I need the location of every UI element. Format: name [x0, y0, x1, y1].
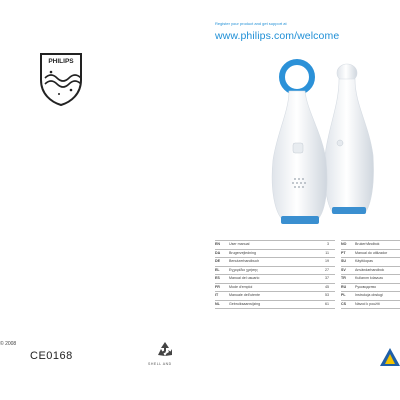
language-row: [341, 292, 400, 301]
language-name: Instrukcja obsługi: [355, 293, 383, 297]
language-name: Användarhandbok: [355, 267, 385, 272]
language-name: Руководство: [355, 284, 377, 289]
language-code: EL: [215, 267, 220, 272]
language-code: SU: [341, 259, 346, 263]
language-name: Manuale dell'utente: [229, 293, 261, 297]
language-page: 11: [325, 250, 329, 255]
language-name: Brugervejledning: [229, 250, 256, 255]
language-code: FR: [215, 284, 220, 289]
language-page: 53: [325, 293, 329, 297]
philips-shield-logo: [37, 50, 85, 106]
language-row: [215, 240, 335, 250]
language-code: ES: [215, 276, 220, 280]
recycle-code: SHELL AND: [148, 362, 172, 366]
language-page: 45: [325, 284, 329, 289]
baby-monitor-product-image: [255, 55, 385, 230]
language-row: [341, 258, 400, 267]
language-name: Návod k použití: [355, 301, 380, 306]
language-name: Kullanım kılavuzu: [355, 276, 384, 280]
language-row: [215, 250, 335, 259]
language-row: [215, 301, 335, 310]
language-page: 3: [327, 242, 329, 246]
language-row: [215, 275, 335, 284]
language-row: [341, 275, 400, 284]
recycle-icon: [155, 340, 175, 360]
language-code: IT: [215, 293, 219, 297]
language-name: Manual do utilizador: [355, 250, 388, 255]
language-row: [341, 250, 400, 259]
copyright-notice: © 2008: [0, 341, 17, 347]
language-code: PT: [341, 250, 346, 255]
language-row: [341, 240, 400, 250]
language-row: [215, 267, 335, 276]
language-page: 27: [325, 267, 329, 272]
language-code: NL: [215, 301, 220, 306]
language-row: [341, 301, 400, 310]
language-code: RU: [341, 284, 347, 289]
language-code: EN: [215, 242, 220, 246]
language-row: [215, 292, 335, 301]
language-name: Gebruiksaanwijzing: [229, 301, 261, 306]
language-code: PL: [341, 293, 346, 297]
language-name: Mode d'emploi: [229, 284, 253, 289]
language-code: SV: [341, 267, 346, 272]
parent-unit: [272, 62, 327, 224]
language-row: [341, 267, 400, 276]
brand-name: PHILIPS: [48, 58, 74, 65]
language-code: DE: [215, 259, 220, 263]
language-name: Brukerhåndbok: [355, 242, 380, 246]
language-page: 19: [325, 259, 329, 263]
website-link: www.philips.com/welcome: [215, 30, 340, 42]
language-name: Käyttöopas: [355, 259, 373, 263]
ce-mark: CE0168: [30, 350, 73, 362]
language-row: [215, 258, 335, 267]
language-code: NO: [341, 242, 347, 246]
language-code: DA: [215, 250, 221, 255]
language-name: Manual del usuario: [229, 276, 260, 280]
language-code: TR: [341, 276, 346, 280]
language-name: Εγχειρίδιο χρήσης: [229, 267, 258, 272]
baby-unit: [324, 64, 373, 214]
language-name: User manual: [229, 242, 250, 246]
language-code: CS: [341, 301, 346, 306]
language-row: [215, 284, 335, 293]
language-name: Benutzerhandbuch: [229, 259, 260, 263]
language-table-left: [215, 240, 335, 309]
distributor-logo-icon: [378, 346, 400, 368]
language-page: 61: [325, 301, 329, 306]
language-table-right: [341, 240, 400, 309]
language-row: [341, 284, 400, 293]
register-line: Register your product and get support at: [215, 21, 287, 26]
language-page: 37: [325, 276, 329, 280]
